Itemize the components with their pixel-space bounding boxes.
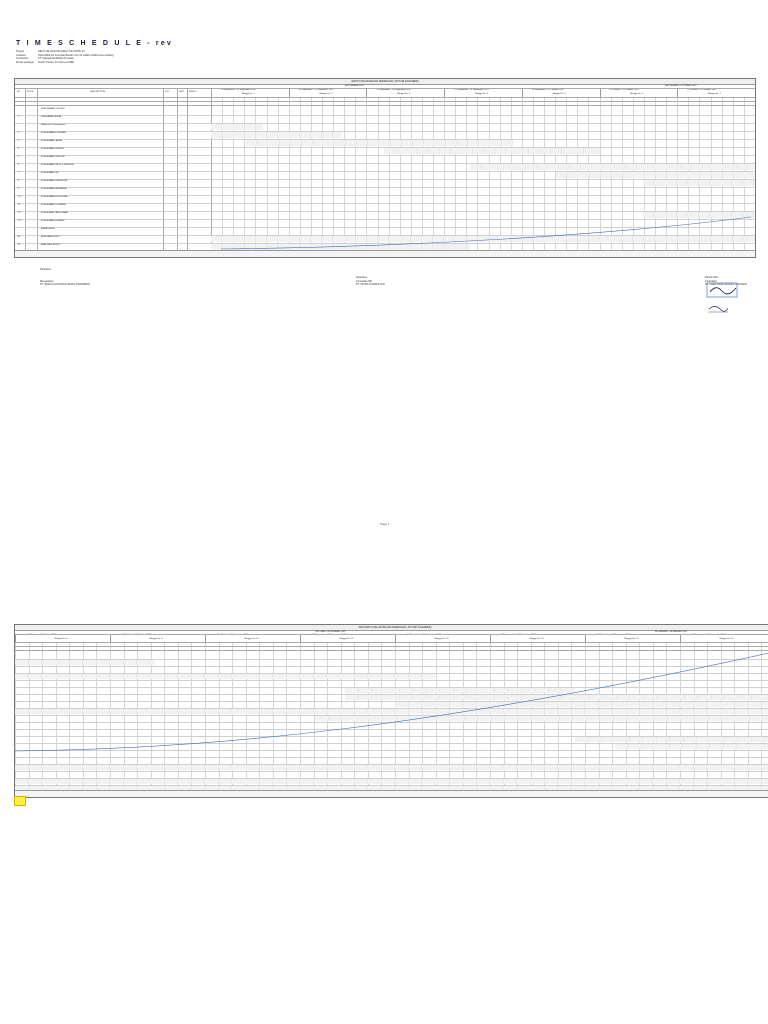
week-range-label: 05 September - 11 September 2022 [298, 89, 334, 91]
week-range-label: 07 November - 13 November 2022 [312, 634, 346, 636]
highlight-cell [14, 796, 26, 806]
row-number: 12 [18, 211, 21, 214]
col-kode-header: KODE [27, 91, 34, 93]
week-number-label: Minggu Ke. 4 [475, 93, 488, 95]
row-number: A [18, 235, 20, 238]
week-number-label: Minggu Ke. 12 [434, 638, 449, 640]
row-description: Mobilisasi & Demobilisasi [41, 123, 66, 126]
row-number: 6 [18, 163, 20, 166]
signature-role: Kontraktor [705, 279, 717, 283]
week-range-label: 28 November - 04 Desember 2022 [597, 634, 631, 636]
row-description: PRELIMINARY WORKS [41, 107, 65, 110]
week-range-label: 26 September - 02 Oktober 2022 [531, 89, 564, 91]
week-number-label: Minggu Ke. 14 [624, 638, 639, 640]
row-description: BIAYA UMUM [41, 227, 55, 230]
row-description: PEKERJAAN PLAFOND [41, 155, 65, 158]
sheet-band-title: WAKTU PELAKSANAAN PEKERJAAN ( 90 HARI KALENDER) [15, 79, 755, 85]
schedule-sheet-bottom [14, 624, 768, 798]
row-description: PEKERJAAN BONGKAR [41, 131, 66, 134]
meta-key: Location [16, 53, 26, 57]
signature-label: Dibuat oleh, [705, 276, 719, 279]
month-label-right: SEPTEMBER - OKTOBER 2022 [665, 85, 697, 87]
col-qty-header: QTY [165, 91, 170, 93]
week-range-label: 03 Oktober - 09 Oktober 2022 [609, 89, 639, 91]
meta-row [16, 61, 114, 65]
signature-company: PT. SEKOYAH RANTAI EMAS (PERSERO) [40, 283, 91, 287]
col-unit-header: UNIT [179, 91, 185, 93]
row-number: 2 [18, 131, 20, 134]
row-description: REALISASI BOBOT [41, 243, 61, 246]
s-curve-line [15, 653, 768, 751]
signature-block-1 [40, 268, 90, 287]
month-label-left: OKTOBER - NOVEMBER 2022 [315, 630, 346, 633]
week-number-label: Minggu Ke. 7 [708, 93, 722, 95]
week-range-label: 24 Oktober - 30 Oktober 2022 [122, 634, 152, 636]
signature-role: Konsultan MK [356, 279, 373, 283]
week-number-label: Minggu Ke. 10 [244, 638, 259, 640]
row-number: 9 [18, 187, 20, 190]
week-number-label: Minggu Ke. 15 [719, 638, 734, 640]
row-description: PEKERJAAN LANTAI [41, 139, 63, 142]
signature-role: Mengetahui [40, 279, 54, 283]
row-number: B [18, 243, 20, 246]
week-range-label: 10 Oktober - 16 Oktober 2022 [687, 89, 717, 91]
progress-s-curve [15, 625, 768, 797]
signature-block-2 [356, 276, 385, 287]
row-number: 3 [18, 139, 20, 142]
schedule-sheet-top [14, 78, 756, 258]
week-range-label: 17 Oktober - 23 Oktober 2022 [27, 634, 57, 636]
col-bobot-header: BOBOT [189, 91, 197, 93]
document-title: T I M E S C H E D U L E - rev [16, 40, 174, 47]
row-description: PEKERJAAN PINTU & JENDELA [41, 163, 74, 166]
week-number-label: Minggu Ke. 8 [54, 638, 68, 640]
week-number-label: Minggu Ke. 2 [319, 93, 333, 95]
week-number-label: Minggu Ke. 11 [339, 638, 354, 640]
signature-company: PT. MITRA KONSULTAN [356, 283, 385, 287]
row-number: 5 [18, 155, 20, 158]
row-description: PEKERJAAN TATA UDARA [41, 211, 68, 214]
meta-value: Plaza Blok A1 Komplek Bandhu No 19 JAWA-JAWA Kota Gedang [38, 53, 114, 57]
signature-label: Diketahui, [40, 268, 52, 271]
row-description: PEKERJAAN PLUMBING [41, 203, 67, 206]
meta-key: Project [16, 50, 25, 53]
row-description: PEKERJAAN ELEKTRIKAL [41, 195, 68, 198]
row-number: 13 [18, 219, 21, 222]
week-range-label: 14 November - 20 November 2022 [407, 634, 441, 636]
col-no-header: NO [17, 91, 21, 93]
week-range-label: 21 November - 27 November 2022 [502, 634, 536, 636]
row-description: RENCANA BOBOT [41, 235, 60, 238]
row-description: PEKERJAAN CAT [41, 171, 59, 174]
week-range-label: 05 Desember - 11 Desember 2022 [692, 634, 726, 636]
row-number: 1 [18, 115, 20, 118]
row-number: 7 [18, 171, 20, 174]
progress-s-curve [15, 79, 755, 257]
month-label-left: SEPTEMBER 2022 [345, 85, 364, 87]
row-number: 4 [18, 147, 20, 150]
row-number: 10 [18, 195, 21, 198]
meta-value: SEKOYAH RANTAI EMAS SILANTRI 10 [38, 50, 85, 53]
s-curve-line [221, 217, 751, 249]
signature-company: PT. SABAYANKA BARKA PERSADA [705, 283, 748, 287]
week-range-label: 29 September - 04 September 2022 [221, 89, 256, 91]
week-range-label: 12 September - 18 September 2022 [376, 89, 412, 91]
week-number-label: Minggu Ke. 13 [529, 638, 544, 640]
row-description: PEKERJAAN FURNITURE [41, 179, 68, 182]
col-desc-header: DESCRIPTION [90, 91, 105, 93]
project-meta [16, 50, 114, 64]
row-description: PEKERJAAN SIGNAGE [41, 219, 65, 222]
meta-value: PT. Sabayanka Barka Persada [38, 57, 74, 61]
week-number-label: Minggu Ke. 6 [630, 93, 644, 95]
page-number: Page 1 [380, 522, 390, 526]
signature-label: Diperiksa, [356, 276, 368, 279]
month-label-right: NOVEMBER - DESEMBER 2022 [655, 630, 688, 633]
week-number-label: Minggu Ke. 9 [149, 638, 163, 640]
week-range-label: 31 Oktober - 06 November 2022 [217, 634, 249, 636]
week-number-label: Minggu Ke. 1 [241, 93, 255, 95]
row-number: 8 [18, 179, 20, 182]
meta-value: Finish Interior, Furniture & MEP [38, 60, 75, 64]
meta-key: Works package [16, 60, 34, 64]
row-description: PEKERJAAN DINDING [41, 147, 64, 150]
meta-key: Contractor [16, 57, 29, 61]
week-number-label: Minggu Ke. 5 [552, 93, 566, 95]
row-number: 11 [18, 203, 21, 206]
row-description: PERSIAPAN KERJA [41, 115, 62, 118]
week-number-label: Minggu Ke. 3 [397, 93, 411, 95]
week-range-label: 19 September - 25 September 2022 [454, 89, 490, 91]
sheet-band-title: ADD WAKTU PELAKSANAAN PEKERJAAN ( 90 HARI KALENDER) [15, 625, 768, 631]
row-description: PEKERJAAN MEKANIKAL [41, 187, 68, 190]
